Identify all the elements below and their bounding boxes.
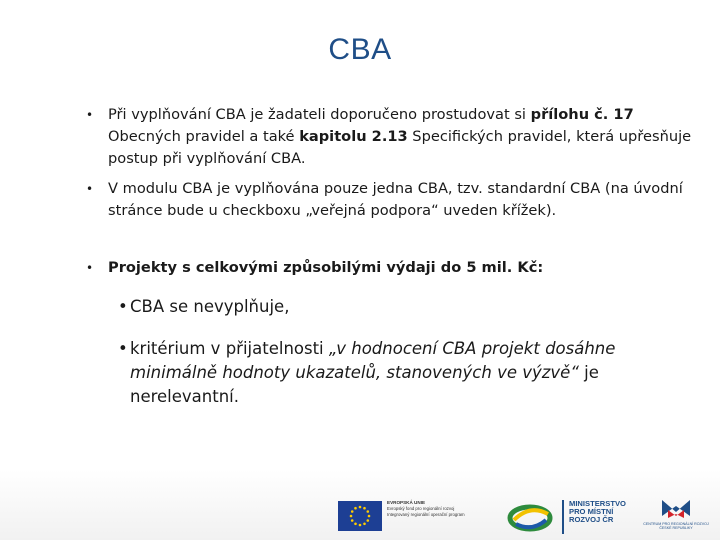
text-run: kritérium v přijatelnosti (130, 339, 329, 358)
text-run: Při vyplňování CBA je žadateli doporučeno prostudovat si (108, 106, 531, 123)
text-run: „v hodnocení CBA projekt dosáhne minimálně hodnoty ukazatelů, stanovených ve výzvě“ (130, 339, 616, 382)
irop-logo (506, 500, 554, 534)
ministry-line-2: PRO MÍSTNÍ (569, 507, 614, 517)
ministry-line-3: ROZVOJ ČR (569, 515, 614, 525)
eu-star-icon (354, 522, 357, 525)
eu-star-icon (366, 519, 369, 522)
eu-star-icon (351, 510, 354, 513)
bullet-text (130, 295, 658, 319)
bullet-text (108, 257, 696, 279)
bullet-dot: • (86, 182, 94, 196)
eu-flag-logo (338, 501, 382, 531)
bullet-item-3 (86, 257, 696, 279)
eu-label-line2: Integrovaný regionální operační program (387, 512, 465, 518)
text-run: přílohu č. 17 (530, 106, 634, 123)
bullet-item-2 (86, 178, 696, 222)
text-run: Obecných pravidel a také (108, 128, 300, 145)
eu-label-line1: Evropský fond pro regionální rozvoj (387, 506, 455, 512)
text-run: V modulu CBA je vyplňována pouze jedna CBA, tzv. standardní CBA (na úvodní stránce bude u checkboxu „veřejná podpora“ uveden křížek). (108, 180, 683, 219)
eu-star-icon (359, 506, 362, 509)
bullet-dot: • (118, 297, 128, 316)
eu-star-icon (366, 510, 369, 513)
bullet-dot: • (86, 261, 94, 275)
bullet-dot: • (118, 339, 128, 358)
eu-star-icon (363, 507, 366, 510)
bullet-item-1 (86, 104, 696, 170)
eu-star-icon (354, 507, 357, 510)
text-run: CBA se nevyplňuje, (130, 297, 290, 316)
text-run: kapitolu 2.13 (299, 128, 408, 145)
bullet-text (108, 178, 696, 222)
sub-bullet-item-1 (118, 295, 658, 319)
eu-label-title: EVROPSKÁ UNIE (387, 500, 426, 505)
text-run: Projekty s celkovými způsobilými výdaji do 5 mil. Kč: (108, 259, 544, 276)
ministry-line-1: MINISTERSTVO (569, 499, 626, 508)
sub-bullet-item-2 (118, 337, 658, 409)
eu-star-icon (368, 515, 371, 518)
eu-star-icon (359, 524, 362, 527)
eu-star-icon (351, 519, 354, 522)
ministry-logo (562, 500, 632, 534)
bullet-text (108, 104, 696, 170)
eu-funding-label (387, 500, 497, 519)
text-run: Specifických pravidel, která upřesňuje postup při vyplňování CBA. (108, 128, 692, 167)
slide-title: CBA (328, 33, 392, 66)
crr-label: CENTRUM PRO REGIONÁLNÍ ROZVOJ ČESKÉ REPUBLIKY (643, 522, 709, 531)
bullet-text (130, 337, 658, 409)
eu-star-icon (350, 515, 353, 518)
eu-star-icon (363, 522, 366, 525)
bullet-dot: • (86, 108, 94, 122)
text-run: je nerelevantní. (130, 363, 599, 406)
